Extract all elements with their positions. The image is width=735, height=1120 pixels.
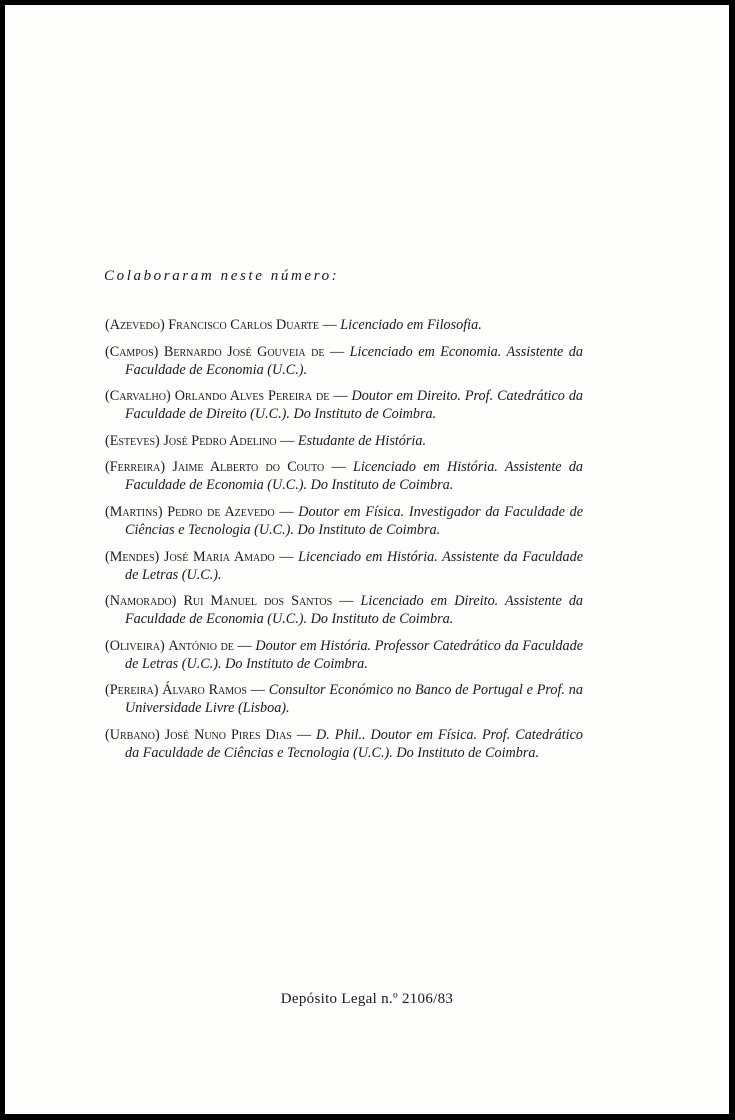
contributor-dash: — (274, 503, 299, 520)
contributor-entry (105, 548, 583, 584)
contributor-entry (105, 316, 583, 334)
contributor-surname: (Namorado) (105, 593, 177, 610)
contributors-list (105, 316, 583, 771)
contributor-dash: — (246, 682, 269, 699)
contributor-surname: (Ferreira) (105, 459, 166, 476)
contributor-surname: (Azevedo) (105, 317, 165, 333)
contributor-dash: — (332, 593, 361, 610)
contributor-name: Francisco Carlos Duarte (168, 317, 320, 333)
contributor-entry (105, 637, 583, 673)
contributor-description: Doutor em Direito. Prof. Catedrático da Faculdade de Direito (U.C.). Do Instituto de Coimbra. (125, 388, 584, 423)
contributor-entry (105, 503, 583, 539)
contributor-surname: (Pereira) (105, 682, 159, 699)
contributor-entry (105, 681, 583, 717)
contributor-entry (105, 432, 583, 450)
contributor-description: Licenciado em História. Assistente da Faculdade de Letras (U.C.). (125, 548, 584, 583)
contributor-name: Rui Manuel dos Santos (183, 593, 333, 610)
contributor-description: Estudante de História. (297, 432, 426, 449)
contributor-dash: — (276, 432, 298, 449)
contributor-dash: — (329, 388, 352, 405)
contributor-dash: — (291, 726, 317, 743)
contributor-name: António de (168, 637, 234, 654)
contributor-dash: — (324, 459, 353, 476)
contributor-description: Licenciado em Filosofia. (340, 317, 482, 333)
contributor-entry (105, 343, 583, 379)
contributor-description: D. Phil.. Doutor em Física. Prof. Catedrático da Faculdade de Ciências e Tecnologia (U.C.). Do Instituto de Coimbra. (125, 726, 584, 761)
contributor-description: Doutor em História. Professor Catedrático da Faculdade de Letras (U.C.). Do Instituto de Coimbra. (125, 637, 584, 672)
contributor-description: Consultor Económico no Banco de Portugal e Prof. na Universidade Livre (Lisboa). (125, 682, 583, 717)
contributor-description: Doutor em Física. Investigador da Faculdade de Ciências e Tecnologia (U.C.). Do Instituto de Coimbra. (125, 503, 583, 538)
contributor-entry (105, 458, 583, 494)
contributor-entry (105, 592, 583, 628)
contributor-dash: — (324, 343, 350, 360)
contributor-name: Jaime Alberto do Couto (172, 459, 325, 476)
contributor-surname: (Oliveira) (105, 637, 165, 654)
contributor-description: Licenciado em Direito. Assistente da Faculdade de Economia (U.C.). Do Instituto de Coimbra. (125, 593, 584, 628)
contributor-dash: — (233, 637, 256, 654)
contributor-entry (105, 387, 583, 423)
contributor-surname: (Campos) (105, 343, 159, 360)
contributor-entry (105, 726, 583, 762)
document-page (5, 5, 729, 1114)
contributors-heading: Colaboraram neste número: (104, 268, 340, 284)
contributor-name: José Nuno Pires Dias (164, 726, 292, 743)
contributor-name: Bernardo José Gouveia de (163, 343, 325, 360)
contributor-dash: — (274, 548, 299, 565)
contributor-description: Licenciado em História. Assistente da Faculdade de Economia (U.C.). Do Instituto de Coimbra. (125, 459, 584, 494)
contributor-surname: (Esteves) (105, 432, 160, 449)
contributor-surname: (Urbano) (105, 726, 160, 743)
contributor-name: José Pedro Adelino (163, 432, 277, 449)
contributor-surname: (Mendes) (105, 548, 160, 565)
contributor-name: Orlando Alves Pereira de (174, 388, 330, 405)
contributor-name: Pedro de Azevedo (167, 503, 275, 520)
legal-deposit-notice: Depósito Legal n.º 2106/83 (280, 991, 454, 1007)
contributor-name: José Maria Amado (163, 548, 275, 565)
contributor-name: Álvaro Ramos (162, 682, 247, 699)
contributor-surname: (Carvalho) (105, 388, 171, 405)
contributor-dash: — (319, 317, 341, 333)
contributor-description: Licenciado em Economia. Assistente da Faculdade de Economia (U.C.). (125, 343, 583, 378)
contributor-surname: (Martins) (105, 503, 163, 520)
